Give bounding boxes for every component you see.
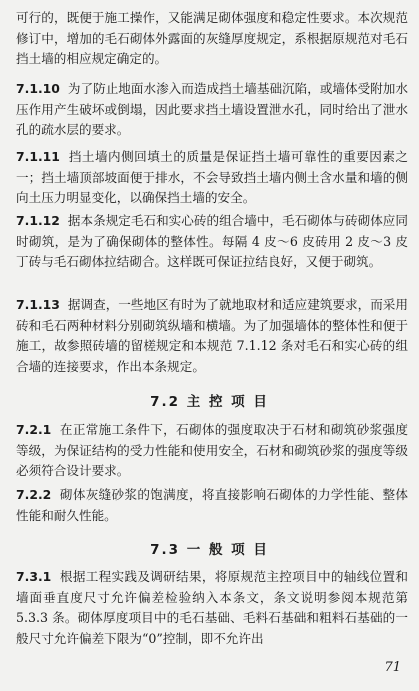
clause-7-1-12: 7.1.12 据本条规定毛石和实心砖的组合墙中，毛石砌体与砖砌体应同时砌筑，是为了确保砌体的整体性。每隔 4 皮～6 皮砖用 2 皮～3 皮丁砖与毛石砌体拉结砌合。这样既可保证拉结良好，又便于砌筑。 [16, 213, 408, 270]
clause-7-3-1: 7.3.1 根据工程实践及调研结果，将原规范主控项目中的轴线位置和墙面垂直度尺寸允许偏差检验纳入本条文，条文说明参阅本规范第 5.3.3 条。砌体厚度项目中的毛石基础、毛料石基础和粗料石基础的一般尺寸允许偏差下限为“0”控制，即不允许出 [16, 569, 409, 646]
section-heading-7-3: 7.3 一 般 项 目 [150, 542, 269, 558]
clause-number: 7.1.12 [16, 213, 60, 228]
clause-7-1-11: 7.1.11 挡土墙内侧回填土的质量是保证挡土墙可靠性的重要因素之一；挡土墙顶部坡面便于排水，不会导致挡土墙内侧土含水量和墙的侧向土压力明显变化，以确保挡土墙的安全。 [16, 149, 409, 206]
clause-7-2-1: 7.2.1 在正常施工条件下，石砌体的强度取决于石材和砌筑砂浆强度等级，为保证结构的受力性能和使用安全，石材和砌筑砂浆的强度等级必须符合设计要求。 [16, 422, 409, 479]
clause-7-2-2: 7.2.2 砌体灰缝砂浆的饱满度，将直接影响石砌体的力学性能、整体性能和耐久性能。 [16, 487, 409, 523]
page-number: 71 [384, 660, 401, 675]
paragraph-continued: 可行的，既便于施工操作，又能满足砌体强度和稳定性要求。本次规范修订中，增加的毛石砌体外露面的灰缝厚度规定，系根据原规范对毛石挡土墙的相应规定确定的。 [16, 10, 408, 67]
section-heading-7-2: 7.2 主 控 项 目 [150, 394, 269, 410]
clause-number: 7.1.10 [16, 81, 60, 96]
clause-number: 7.3.1 [16, 569, 52, 584]
clause-number: 7.2.1 [16, 422, 52, 437]
clause-number: 7.2.2 [16, 487, 52, 502]
clause-number: 7.1.13 [16, 297, 60, 312]
clause-7-1-13: 7.1.13 据调查，一些地区有时为了就地取材和适应建筑要求，而采用砖和毛石两种材料分别砌筑纵墙和横墙。为了加强墙体的整体性和便于施工，故参照砖墙的留槎规定和本规范 7.1.12 条对毛石和实心砖的组合墙的连接要求，作出本条规定。 [16, 297, 408, 374]
clause-7-1-10: 7.1.10 为了防止地面水渗入而造成挡土墙基础沉陷，或墙体受附加水压作用产生破坏或倒塌，因此要求挡土墙设置泄水孔，同时给出了泄水孔的疏水层的要求。 [16, 81, 408, 138]
clause-number: 7.1.11 [16, 149, 60, 164]
